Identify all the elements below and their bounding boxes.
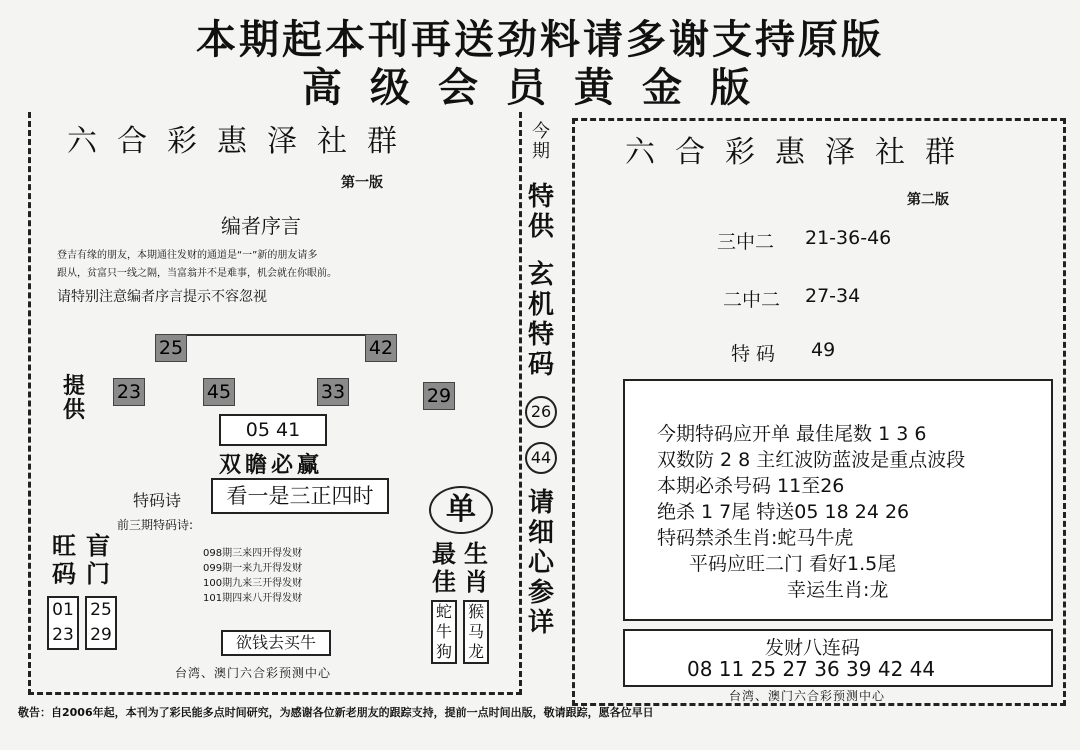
analysis-line: 今期特码应开单 最佳尾数 1 3 6 — [657, 423, 927, 445]
preface-line2: 跟从，贫富只一线之隔，当富翁并不是难事，机会就在你眼前。 — [57, 268, 337, 279]
lucky-box — [623, 629, 1053, 687]
three-two-values: 21-36-46 — [805, 227, 892, 249]
analysis-line: 幸运生肖:龙 — [787, 579, 889, 601]
blind-codes-box — [85, 596, 117, 650]
connector-line — [187, 334, 387, 336]
analysis-line: 绝杀 1 7尾 特送05 18 24 26 — [657, 501, 910, 523]
bottom-note: 敬告：自2006年起，本刊为了彩民能多点时间研究，为感谢各位新老朋友的跟踪支持，提前一点时间出版，敬请跟踪，愿各位早日 — [18, 706, 654, 719]
blind-code: 29 — [90, 625, 112, 645]
header-line1: 本期起本刊再送劲料请多谢支持原版 — [196, 16, 884, 63]
provide-label: 提供 — [63, 373, 86, 423]
ball: 33 — [317, 378, 349, 406]
ball: 29 — [423, 382, 455, 410]
zodiac-box-b: 猴马龙 — [463, 600, 489, 664]
poem: 看一是三正四时 — [211, 478, 389, 514]
middle-special: 特供 — [527, 182, 554, 242]
zodiac-box-a: 蛇牛狗 — [431, 600, 457, 664]
left-title: 六合彩惠泽社群 — [67, 124, 417, 159]
slogan: 双瞻必赢 — [219, 452, 324, 478]
right-edition: 第二版 — [907, 192, 949, 208]
two-two-values: 27-34 — [805, 285, 861, 307]
hot-codes-label: 旺码 — [52, 531, 76, 588]
prev-poems — [203, 546, 302, 606]
left-panel — [28, 112, 522, 695]
ball: 42 — [365, 334, 397, 362]
special-code: 49 — [811, 339, 836, 361]
middle-mystic: 玄机特码 — [527, 260, 554, 380]
right-footer: 台湾、澳门六合彩预测中心 — [729, 689, 886, 703]
prev-poem: 098期三来四开得发财 — [203, 548, 303, 559]
middle-column — [524, 122, 558, 638]
circle-code: 44 — [525, 442, 557, 474]
analysis-line: 双数防 2 8 主红波防蓝波是重点波段 — [657, 449, 966, 471]
circle-code: 26 — [525, 396, 557, 428]
blind-code: 25 — [90, 600, 112, 620]
hot-codes-box — [47, 596, 79, 650]
analysis-box — [623, 379, 1053, 621]
analysis-line: 特码禁杀生肖:蛇马牛虎 — [657, 527, 854, 549]
best-label: 最佳 — [432, 539, 456, 596]
prev-poem: 100期九来三开得发财 — [203, 578, 303, 589]
pair-numbers: 05 41 — [219, 414, 327, 446]
analysis-line: 本期必杀号码 11至26 — [657, 475, 845, 497]
ball: 45 — [203, 378, 235, 406]
zodiac-label: 生肖 — [464, 539, 488, 596]
buy-note: 欲钱去买牛 — [221, 630, 331, 656]
lucky-numbers: 08 11 25 27 36 39 42 44 — [687, 657, 936, 681]
left-footer: 台湾、澳门六合彩预测中心 — [175, 666, 332, 680]
three-two-label: 三中二 — [717, 231, 775, 253]
left-edition: 第一版 — [341, 175, 383, 191]
preface-note: 请特别注意编者序言提示不容忽视 — [57, 289, 267, 305]
lucky-title: 发财八连码 — [765, 637, 861, 659]
dan-badge: 单 — [429, 486, 493, 534]
ball: 23 — [113, 378, 145, 406]
prev-poem: 101期四来八开得发财 — [203, 593, 303, 604]
middle-top: 今期 — [532, 121, 550, 162]
hot-code: 01 — [52, 600, 74, 620]
prev-poem-label: 前三期特码诗: — [117, 518, 194, 532]
header-line2: 高级会员黄金版 — [302, 64, 778, 111]
preface-title: 编者序言 — [221, 214, 301, 238]
special-label: 特 码 — [731, 343, 776, 365]
right-panel — [572, 118, 1066, 706]
ball: 25 — [155, 334, 187, 362]
two-two-label: 二中二 — [723, 289, 781, 311]
right-title: 六合彩惠泽社群 — [625, 135, 975, 170]
prev-poem: 099期一来九开得发财 — [203, 563, 303, 574]
middle-detail: 请细心参详 — [527, 488, 554, 638]
hot-code: 23 — [52, 625, 74, 645]
poem-label: 特码诗 — [133, 491, 182, 510]
analysis-line: 平码应旺二门 看好1.5尾 — [689, 553, 897, 575]
preface-line1: 登吉有缘的朋友，本期通往发财的通道是“一”新的朋友请多 — [57, 250, 318, 261]
blind-label: 盲门 — [86, 531, 110, 588]
